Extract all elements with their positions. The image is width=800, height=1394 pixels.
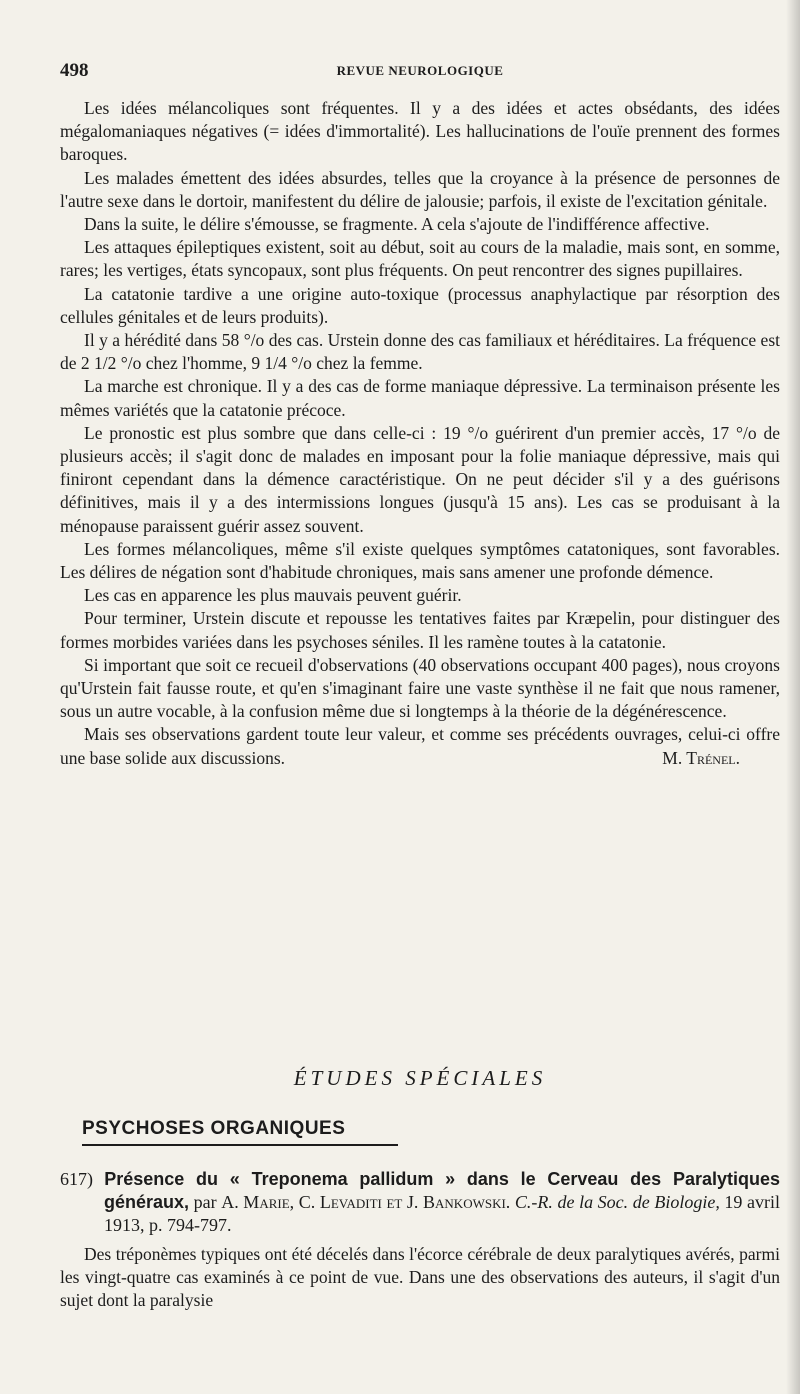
final-paragraph	[60, 723, 780, 769]
paragraph: Pour terminer, Urstein discute et repousse les tentatives faites par Kræpelin, pour distinguer des formes morbides variées dans les psychoses séniles. Il les ramène toutes à la catatonie.	[60, 608, 780, 652]
section-title: ÉTUDES SPÉCIALES	[293, 1066, 547, 1090]
paragraph: Les cas en apparence les plus mauvais peuvent guérir.	[84, 585, 462, 606]
paragraph: Les malades émettent des idées absurdes, telles que la croyance à la présence de personnes de l'autre sexe dans le dortoir, manifestent du délire de jalousie; parfois, il existe de l'excitation génitale.	[60, 167, 780, 211]
paragraph: Les formes mélancoliques, même s'il existe quelques symptômes catatoniques, sont favorables. Les délires de négation sont d'habitude chroniques, mais sans amener une profonde démence.	[60, 538, 780, 583]
paragraph: Les attaques épileptiques existent, soit au début, soit au cours de la maladie, mais sont, en somme, rares; les vertiges, états syncopaux, sont plus fréquents. On peut rencontrer des signes pupillaires.	[60, 237, 780, 281]
article-authors: A. Marie, C. Levaditi et J. Bankowski.	[221, 1192, 511, 1212]
article-number: 617)	[60, 1169, 93, 1189]
running-head: REVUE NEUROLOGIQUE	[336, 63, 504, 78]
article-entry	[60, 1168, 780, 1313]
article-header	[60, 1168, 780, 1237]
subsection-title: PSYCHOSES ORGANIQUES	[82, 1118, 346, 1139]
paragraph: Il y a hérédité dans 58 °/o des cas. Urstein donne des cas familiaux et héréditaires. La fréquence est de 2 1/2 °/o chez l'homme, 9 1/4 °/o chez la femme.	[60, 330, 780, 374]
article-by: par	[193, 1192, 217, 1212]
page-number: 498	[60, 60, 89, 81]
article-date-pages: 19 avril 1913, p. 794-797.	[104, 1192, 780, 1235]
paragraph: La catatonie tardive a une origine auto-toxique (processus anaphylactique par résorption des cellules génitales et de leurs produits).	[60, 283, 780, 327]
article-title: Présence du « Treponema pallidum » dans le Cerveau des Paralytiques généraux,	[104, 1169, 780, 1212]
paragraph: La marche est chronique. Il y a des cas de forme maniaque dépressive. La terminaison présente les mêmes variétés que la catatonie précoce.	[60, 376, 780, 420]
subsection-underline	[82, 1144, 398, 1146]
paragraph: Le pronostic est plus sombre que dans celle-ci : 19 °/o guérirent d'un premier accès, 17 °/o de plusieurs accès; il s'agit donc de malades en imposant pour la folie maniaque dépressive, mais qui finiront cependant dans la démence caractéristique. On ne peut décider s'il y a des guérisons définitives, mais il y a des intermissions longues (jusqu'à 15 ans). Les cas se produisant à la ménopause paraissent guérir assez souvent.	[60, 422, 780, 536]
paragraph: Dans la suite, le délire s'émousse, se fragmente. A cela s'ajoute de l'indifférence affective.	[84, 214, 710, 235]
reviewer-signature: M. Trénel.	[662, 747, 740, 768]
review-body	[60, 97, 780, 770]
page-header	[60, 60, 780, 84]
final-paragraph-text: Mais ses observations gardent toute leur valeur, et comme ses précédents ouvrages, celui-ci offre une base solide aux discussions.	[60, 724, 780, 768]
article-body: Des tréponèmes typiques ont été décelés dans l'écorce cérébrale de deux paralytiques avérés, parmi les vingt-quatre cas examinés à ce point de vue. Dans une des observations des auteurs, il s'agit d'un sujet dont la paralysie	[60, 1244, 780, 1311]
paragraph: Si important que soit ce recueil d'observations (40 observations occupant 400 pages), nous croyons qu'Urstein fait fausse route, et qu'en s'imaginant faire une vaste synthèse il ne fait que nous ramener, sous un autre vocable, à la confusion même due si longtemps à la théorie de la dégénérescence.	[60, 654, 780, 722]
article-source: C.-R. de la Soc. de Biologie,	[514, 1192, 720, 1212]
page-edge-shadow	[786, 0, 800, 1394]
paragraph: Les idées mélancoliques sont fréquentes. Il y a des idées et actes obsédants, des idées mégalomaniaques négatives (= idées d'immortalité). Les hallucinations de l'ouïe prennent des formes baroques.	[60, 98, 780, 165]
